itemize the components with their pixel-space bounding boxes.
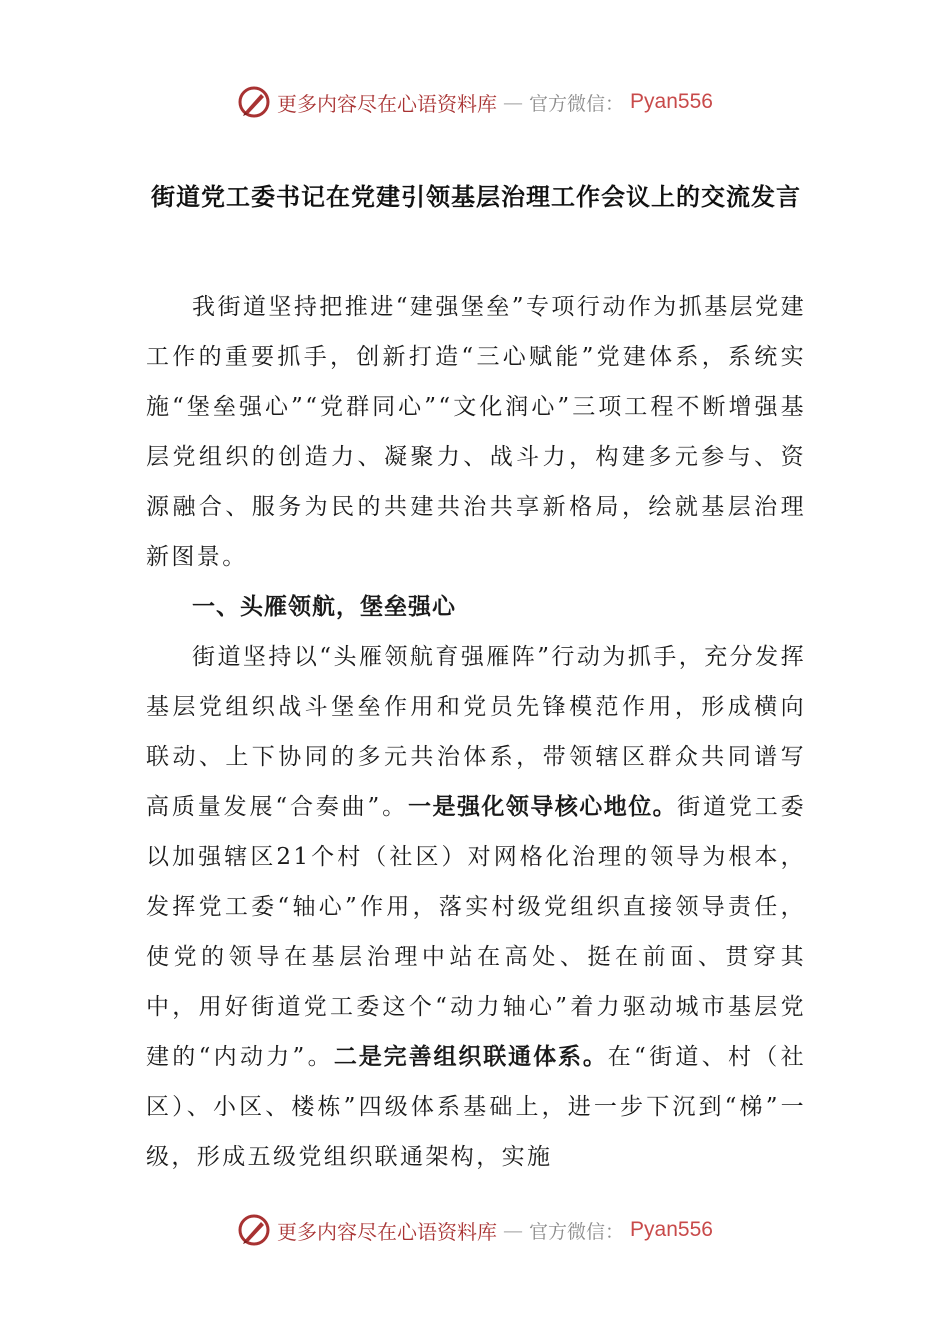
watermark-wechat-id: Pyan556 bbox=[630, 1218, 713, 1241]
watermark-text: 更多内容尽在心语资料库 bbox=[277, 1219, 498, 1244]
intro-paragraph: 我街道坚持把推进“建强堡垒”专项行动作为抓基层党建工作的重要抓手，创新打造“三心赋能”党建体系，系统实施“堡垒强心”“党群同心”“文化润心”三项工程不断增强基层党组织的创造力、凝聚力、战斗力，构建多元参与、资源融合、服务为民的共建共治共享新格局，绘就基层治理新图景。 bbox=[146, 294, 806, 570]
watermark-separator: — bbox=[503, 90, 524, 114]
watermark-separator: — bbox=[503, 1218, 524, 1242]
watermark-banner-bottom bbox=[0, 1210, 950, 1250]
pen-logo-icon bbox=[237, 1213, 271, 1247]
document-body bbox=[146, 282, 806, 1182]
watermark-wechat-label: 官方微信： bbox=[529, 92, 625, 115]
paragraph-text: 街道党工委以加强辖区21个村（社区）对网格化治理的领导为根本，发挥党工委“轴心”作用，落实村级党组织直接领导责任，使党的领导在基层治理中站在高处、挺在前面、贯穿其中，用好街道党工委这个“动力轴心”着力驱动城市基层党建的“内动力”。 bbox=[146, 794, 807, 1070]
watermark-text: 更多内容尽在心语资料库 bbox=[277, 91, 498, 116]
section-paragraph bbox=[146, 632, 806, 1182]
watermark-wechat-label: 官方微信： bbox=[529, 1220, 625, 1243]
section-heading: 一、头雁领航，堡垒强心 bbox=[192, 594, 456, 620]
watermark-banner-top bbox=[0, 82, 950, 122]
bold-point-2: 二是完善组织联通体系。 bbox=[333, 1044, 608, 1070]
bold-point-1: 一是强化领导核心地位。 bbox=[408, 794, 678, 820]
watermark-wechat-id: Pyan556 bbox=[630, 90, 713, 113]
paragraph-text: 在“街道、村（社区）、小区、楼栋”四级体系基础上，进一步下沉到“梯”一级，形成五级党组织联通架构，实施 bbox=[146, 1044, 807, 1170]
document-title: 街道党工委书记在党建引领基层治理工作会议上的交流发言 bbox=[151, 183, 801, 211]
pen-logo-icon bbox=[237, 85, 271, 119]
paragraph-text: 街道坚持以“头雁领航育强雁阵”行动为抓手，充分发挥基层党组织战斗堡垒作用和党员先锋模范作用，形成横向联动、上下协同的多元共治体系，带领辖区群众共同谱写高质量发展“合奏曲”。 bbox=[146, 644, 806, 820]
